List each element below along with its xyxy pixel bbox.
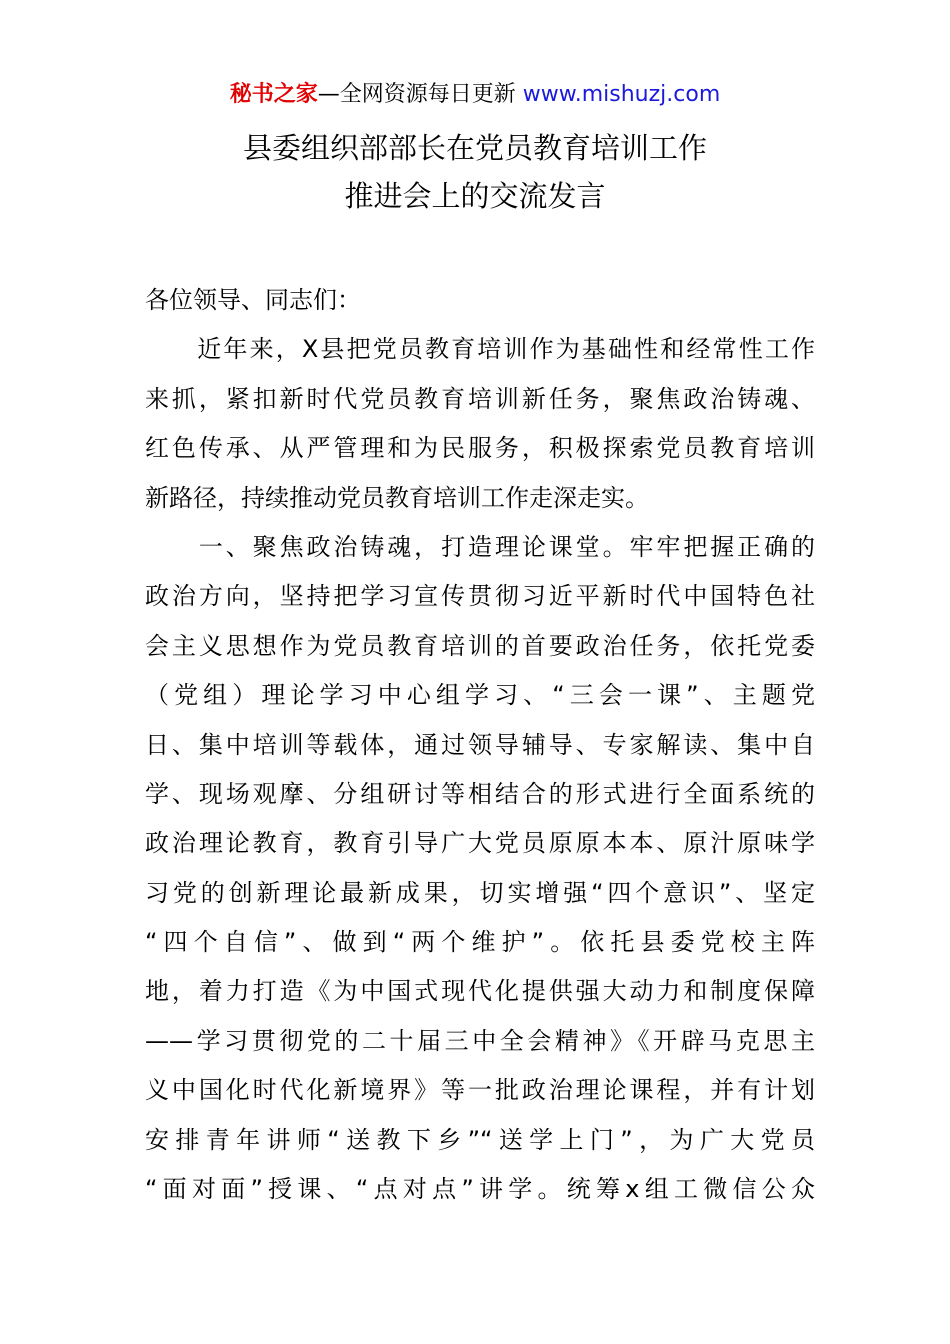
body-line: 习党的创新理论最新成果，切实增强“四个意识”、坚定 (145, 878, 815, 907)
body-line: 日、集中培训等载体，通过领导辅导、专家解读、集中自 (145, 730, 815, 759)
body-line: 红色传承、从严管理和为民服务，积极探索党员教育培训 (145, 434, 815, 463)
body-line: （党组）理论学习中心组学习、“三会一课”、主题党 (145, 681, 815, 710)
document-title-line-1: 县委组织部部长在党员教育培训工作 (242, 131, 707, 165)
document-title-line-2: 推进会上的交流发言 (344, 179, 606, 213)
body-line: “四个自信”、做到“两个维护”。依托县委党校主阵 (145, 928, 815, 957)
document-body (145, 276, 815, 1214)
site-url[interactable]: www.mishuzj.com (522, 82, 721, 107)
site-header (0, 80, 950, 110)
body-line: “面对面”授课、“点对点”讲学。统筹x组工微信公众 (145, 1175, 815, 1204)
body-line: 政治理论教育，教育引导广大党员原原本本、原汁原味学 (145, 829, 815, 858)
body-line: 政治方向，坚持把学习宣传贯彻习近平新时代中国特色社 (145, 582, 815, 611)
body-line: ——学习贯彻党的二十届三中全会精神》《开辟马克思主 (145, 1026, 815, 1055)
body-line: 义中国化时代化新境界》等一批政治理论课程，并有计划 (145, 1076, 815, 1105)
body-line: 会主义思想作为党员教育培训的首要政治任务，依托党委 (145, 631, 815, 660)
header-tagline: —全网资源每日更新 (317, 82, 523, 107)
salutation: 各位领导、同志们： (145, 286, 361, 314)
body-line: 新路径，持续推动党员教育培训工作走深走实。 (145, 483, 649, 512)
body-line: 学、现场观摩、分组研讨等相结合的形式进行全面系统的 (145, 779, 815, 808)
body-line: 近年来，X县把党员教育培训作为基础性和经常性工作 (145, 335, 815, 364)
body-line: 地，着力打造《为中国式现代化提供强大动力和制度保障 (145, 977, 815, 1006)
brand-name: 秘书之家 (229, 82, 318, 107)
section-heading-line: 一、聚焦政治铸魂，打造理论课堂。牢牢把握正确的 (145, 532, 815, 561)
body-line: 来抓，紧扣新时代党员教育培训新任务，聚焦政治铸魂、 (145, 384, 815, 413)
body-line: 安排青年讲师“送教下乡”“送学上门”，为广大党员 (145, 1125, 815, 1154)
